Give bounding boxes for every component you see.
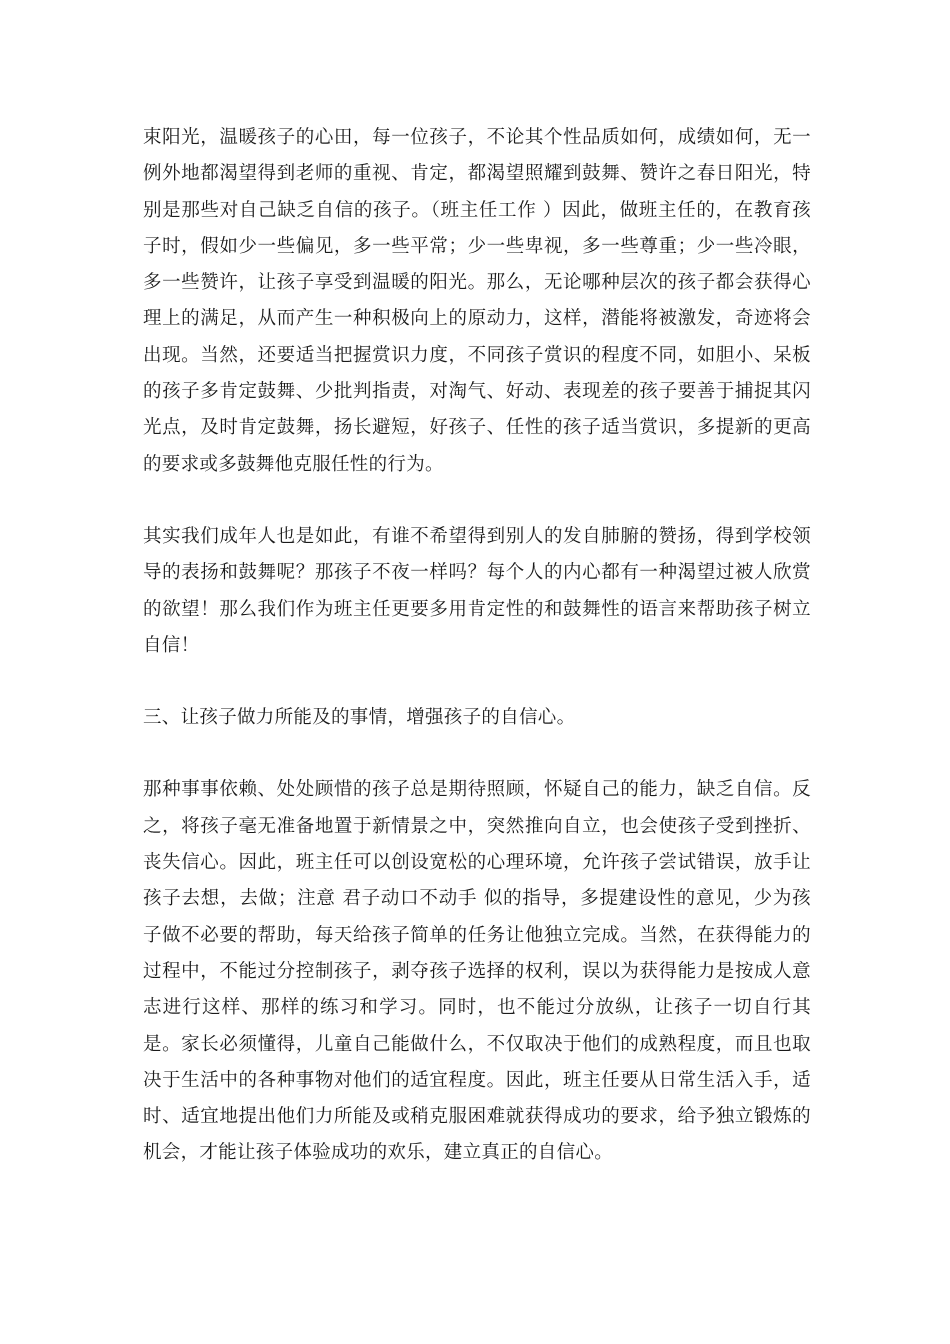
document-body [143,120,811,1172]
paragraph-independence: 那种事事依赖、处处顾惜的孩子总是期待照顾，怀疑自己的能力，缺乏自信。反之，将孩子毫无准备地置于新情景之中，突然推向自立，也会使孩子受到挫折、丧失信心。因此，班主任可以创设宽松的心理环境，允许孩子尝试错误，放手让孩子去想，去做；注意 君子动口不动手 似的指导，多提建设性的意见，少为孩子做不必要的帮助，每天给孩子简单的任务让他独立完成。当然，在获得能力的过程中，不能过分控制孩子，剥夺孩子选择的权利，误以为获得能力是按成人意志进行这样、那样的练习和学习。同时，也不能过分放纵，让孩子一切自行其是。家长必须懂得，儿童自己能做什么，不仅取决于他们的成熟程度，而且也取决于生活中的各种事物对他们的适宜程度。因此，班主任要从日常生活入手，适时、适宜地提出他们力所能及或稍克服困难就获得成功的要求，给予独立锻炼的机会，才能让孩子体验成功的欢乐，建立真正的自信心。 [143,779,811,1164]
paragraph-gap [143,736,811,772]
paragraph-gap [143,483,811,519]
paragraph-praise-sunshine: 束阳光，温暖孩子的心田，每一位孩子，不论其个性品质如何，成绩如何，无一例外地都渴望得到老师的重视、肯定，都渴望照耀到鼓舞、赞许之春日阳光，特别是那些对自己缺乏自信的孩子。（班主任工作 ）因此，做班主任的，在教育孩子时，假如少一些偏见，多一些平常；少一些卑视，多一些尊重；少一些冷眼，多一些赞许，让孩子享受到温暖的阳光。那么，无论哪种层次的孩子都会获得心理上的满足，从而产生一种积极向上的原动力，这样，潜能将被激发，奇迹将会出现。当然，还要适当把握赏识力度，不同孩子赏识的程度不同，如胆小、呆板的孩子多肯定鼓舞、少批判指责，对淘气、好动、表现差的孩子要善于捕捉其闪光点，及时肯定鼓舞，扬长避短，好孩子、任性的孩子适当赏识，多提新的更高的要求或多鼓舞他克服任性的行为。 [143,127,811,475]
section-heading-three: 三、让孩子做力所能及的事情，增强孩子的自信心。 [143,707,576,729]
paragraph-gap [143,664,811,700]
paragraph-adults-too: 其实我们成年人也是如此，有谁不希望得到别人的发自肺腑的赞扬，得到学校领导的表扬和鼓舞呢？那孩子不夜一样吗？每个人的内心都有一种渴望过被人欣赏的欲望！那么我们作为班主任更要多用肯定性的和鼓舞性的语言来帮助孩子树立自信！ [143,525,811,656]
